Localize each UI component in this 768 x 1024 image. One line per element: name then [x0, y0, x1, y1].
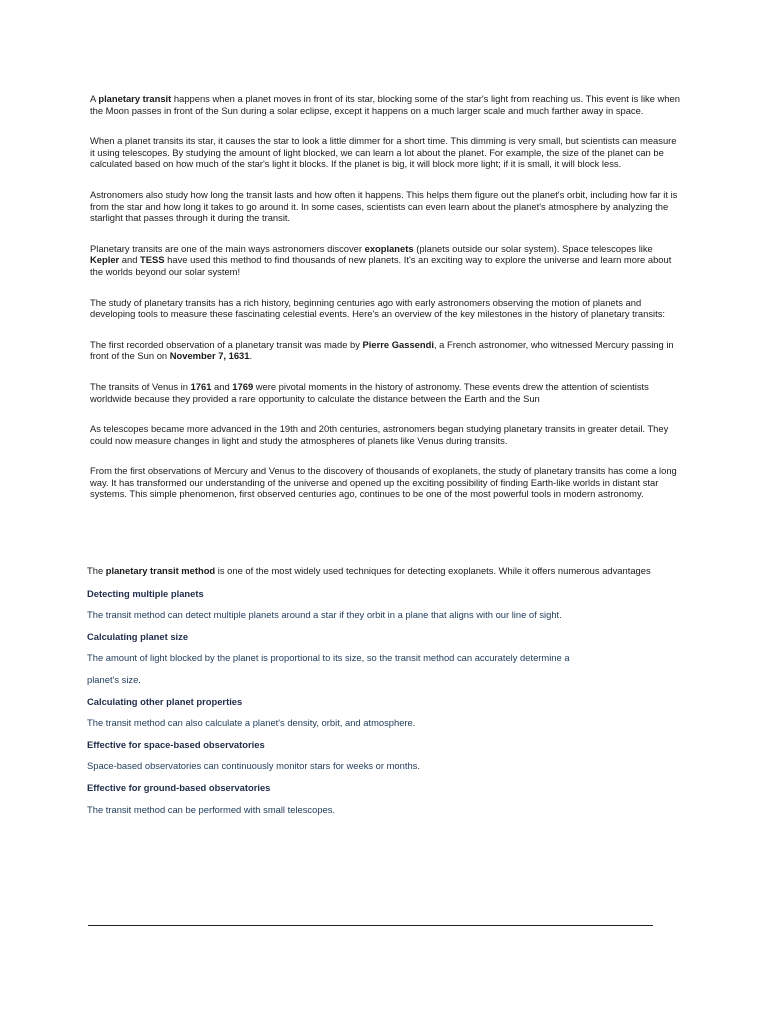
text-span: (planets outside our solar system). Space telescopes like	[413, 242, 653, 254]
section-body: planet's size.	[87, 673, 141, 685]
paragraph-gassendi	[90, 339, 680, 362]
text-span: A	[90, 93, 99, 104]
paragraph-dimming: When a planet transits its star, it causes the star to look a little dimmer for a short time. This dimming is very small, but scientists can measure it using telescopes. By studying the amount of light blocked, we can learn a lot about the planet. For example, the size of the planet can be calculated based on how much of the star's light it blocks. If the planet is big, it will block more light; if it is small, it will block less.	[90, 135, 677, 170]
transit-overview	[90, 93, 680, 500]
paragraph-history-intro: The study of planetary transits has a rich history, beginning centuries ago with early astronomers observing the motion of planets and developing tools to measure these fascinating celestial events. Here's an overview of the key milestones in the history of planetary transits:	[90, 296, 666, 320]
bold-term: planetary transit	[98, 93, 172, 104]
bold-term: Pierre Gassendi	[362, 338, 434, 350]
section-heading: Effective for space-based observatories	[87, 738, 265, 750]
paragraph-conclusion: From the first observations of Mercury and Venus to the discovery of thousands of exoplanets, the study of planetary transits has come a long way. It has transformed our understanding of the universe and opened up the exciting possibility of finding Earth-like worlds in distant star systems. This simple phenomenon, first observed centuries ago, continues to be one of the most powerful tools in modern astronomy.	[90, 465, 677, 500]
paragraph-telescopes: As telescopes became more advanced in the 19th and 20th centuries, astronomers began studying planetary transits in greater detail. They could now measure changes in light and study the atmospheres of planets like Venus during transits.	[90, 423, 669, 446]
bold-term: TESS	[140, 254, 165, 266]
text-span: and	[119, 254, 141, 266]
text-span: happens when a planet moves in front of its star, blocking some of the star's light from reaching us. This event is like when the Moon passes in front of the Sun during a solar eclipse, except it happens on a much larger scale and much farther away in space.	[90, 93, 680, 116]
text-span: have used this method to find thousands of new planets. It's an exciting way to explore the universe and learn more about the worlds beyond our solar system!	[90, 254, 672, 277]
section-heading: Detecting multiple planets	[87, 587, 204, 599]
bold-term: 1769	[232, 380, 254, 392]
method-intro	[87, 565, 687, 577]
section-heading: Calculating planet size	[87, 630, 189, 642]
bold-term: exoplanets	[364, 242, 414, 254]
paragraph-definition	[90, 93, 680, 116]
section-body: Space-based observatories can continuously monitor stars for weeks or months.	[87, 760, 420, 772]
section-body: The transit method can detect multiple planets around a star if they orbit in a plane that aligns with our line of sight.	[87, 609, 562, 621]
text-span: were pivotal moments in the history of astronomy. These events drew the attention of scientists worldwide because they provided a rare opportunity to calculate the distance between the Earth and the Sun	[90, 380, 649, 404]
bold-term: Kepler	[90, 254, 120, 266]
section-heading: Effective for ground-based observatories	[87, 781, 271, 793]
section-body: The transit method can be performed with small telescopes.	[87, 803, 336, 815]
section-body: The amount of light blocked by the planet is proportional to its size, so the transit method can accurately determine a	[87, 652, 570, 664]
text-span: The	[87, 565, 106, 576]
transit-method-advantages	[87, 565, 687, 825]
text-span: .	[249, 350, 253, 362]
paragraph-venus	[90, 381, 680, 404]
bold-term: November 7, 1631	[169, 350, 250, 362]
text-span: The transits of Venus in	[90, 380, 191, 392]
bold-term: 1761	[190, 380, 212, 392]
paragraph-exoplanets	[90, 243, 680, 278]
section-heading: Calculating other planet properties	[87, 695, 243, 707]
paragraph-orbit: Astronomers also study how long the transit lasts and how often it happens. This helps them figure out the planet's orbit, including how far it is from the star and how long it takes to go around it. In some cases, scientists can even learn about the planet's atmosphere by analyzing the starlight that passes through it during the transit.	[90, 188, 678, 224]
horizontal-rule	[88, 925, 653, 926]
text-span: The first recorded observation of a planetary transit was made by	[90, 338, 363, 350]
text-span: and	[211, 380, 233, 392]
section-body: The transit method can also calculate a planet's density, orbit, and atmosphere.	[87, 717, 416, 729]
text-span: , a French astronomer, who witnessed Mercury passing in front of the Sun on	[90, 338, 674, 362]
text-span: Planetary transits are one of the main ways astronomers discover	[90, 242, 365, 254]
bold-term: planetary transit method	[105, 565, 216, 576]
text-span: is one of the most widely used techniques for detecting exoplanets. While it offers numerous advantages	[215, 565, 651, 576]
